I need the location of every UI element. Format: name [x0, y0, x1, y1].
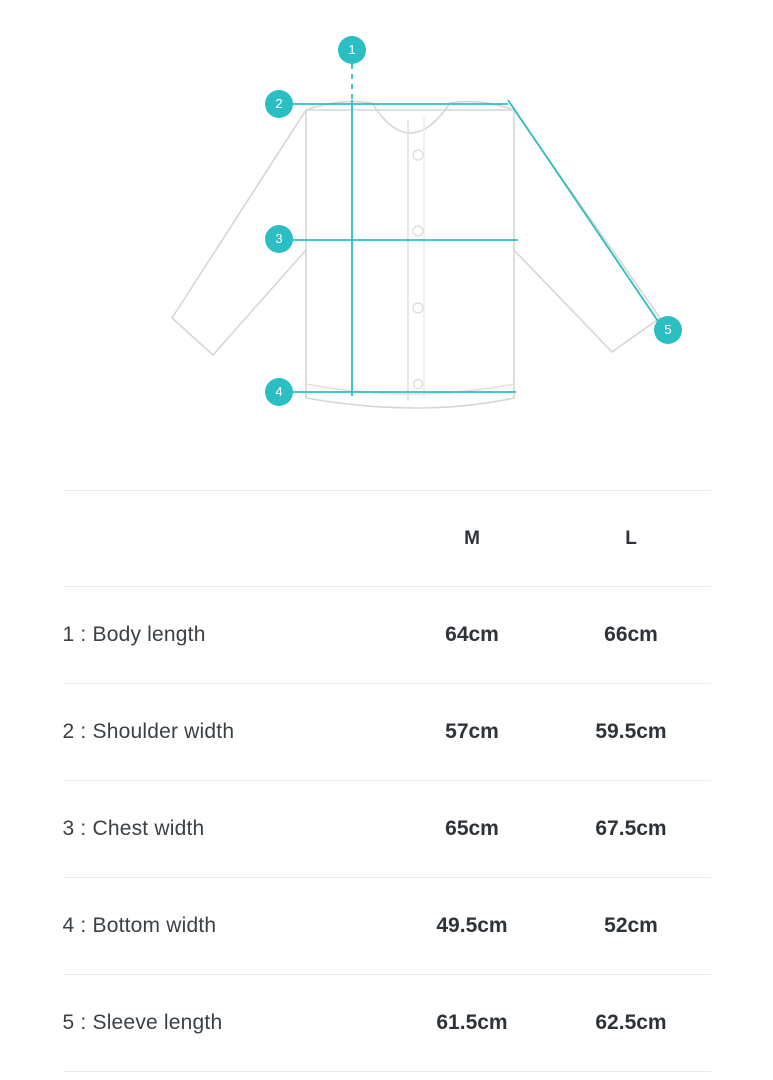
table-row	[63, 975, 711, 1072]
table-header-row	[63, 491, 711, 587]
garment-diagram	[0, 0, 773, 490]
marker-2: 2	[265, 90, 293, 118]
row-value-body-length-l: 66cm	[552, 587, 711, 684]
row-label-sleeve-length: 5 : Sleeve length	[63, 975, 393, 1072]
garment-illustration	[0, 0, 773, 490]
column-header-m: M	[393, 491, 552, 587]
measurements-table-wrapper	[0, 490, 773, 1072]
column-header-blank	[63, 491, 393, 587]
row-value-shoulder-width-m: 57cm	[393, 684, 552, 781]
measurements-table	[63, 490, 711, 1072]
row-value-body-length-m: 64cm	[393, 587, 552, 684]
column-header-l: L	[552, 491, 711, 587]
row-value-shoulder-width-l: 59.5cm	[552, 684, 711, 781]
row-label-body-length: 1 : Body length	[63, 587, 393, 684]
table-row	[63, 587, 711, 684]
row-value-chest-width-m: 65cm	[393, 781, 552, 878]
marker-5: 5	[654, 316, 682, 344]
table-row	[63, 781, 711, 878]
row-label-bottom-width: 4 : Bottom width	[63, 878, 393, 975]
marker-4: 4	[265, 378, 293, 406]
row-value-chest-width-l: 67.5cm	[552, 781, 711, 878]
row-value-bottom-width-m: 49.5cm	[393, 878, 552, 975]
marker-3: 3	[265, 225, 293, 253]
table-row	[63, 878, 711, 975]
marker-1: 1	[338, 36, 366, 64]
row-label-shoulder-width: 2 : Shoulder width	[63, 684, 393, 781]
row-value-sleeve-length-l: 62.5cm	[552, 975, 711, 1072]
table-row	[63, 684, 711, 781]
row-label-chest-width: 3 : Chest width	[63, 781, 393, 878]
row-value-bottom-width-l: 52cm	[552, 878, 711, 975]
row-value-sleeve-length-m: 61.5cm	[393, 975, 552, 1072]
